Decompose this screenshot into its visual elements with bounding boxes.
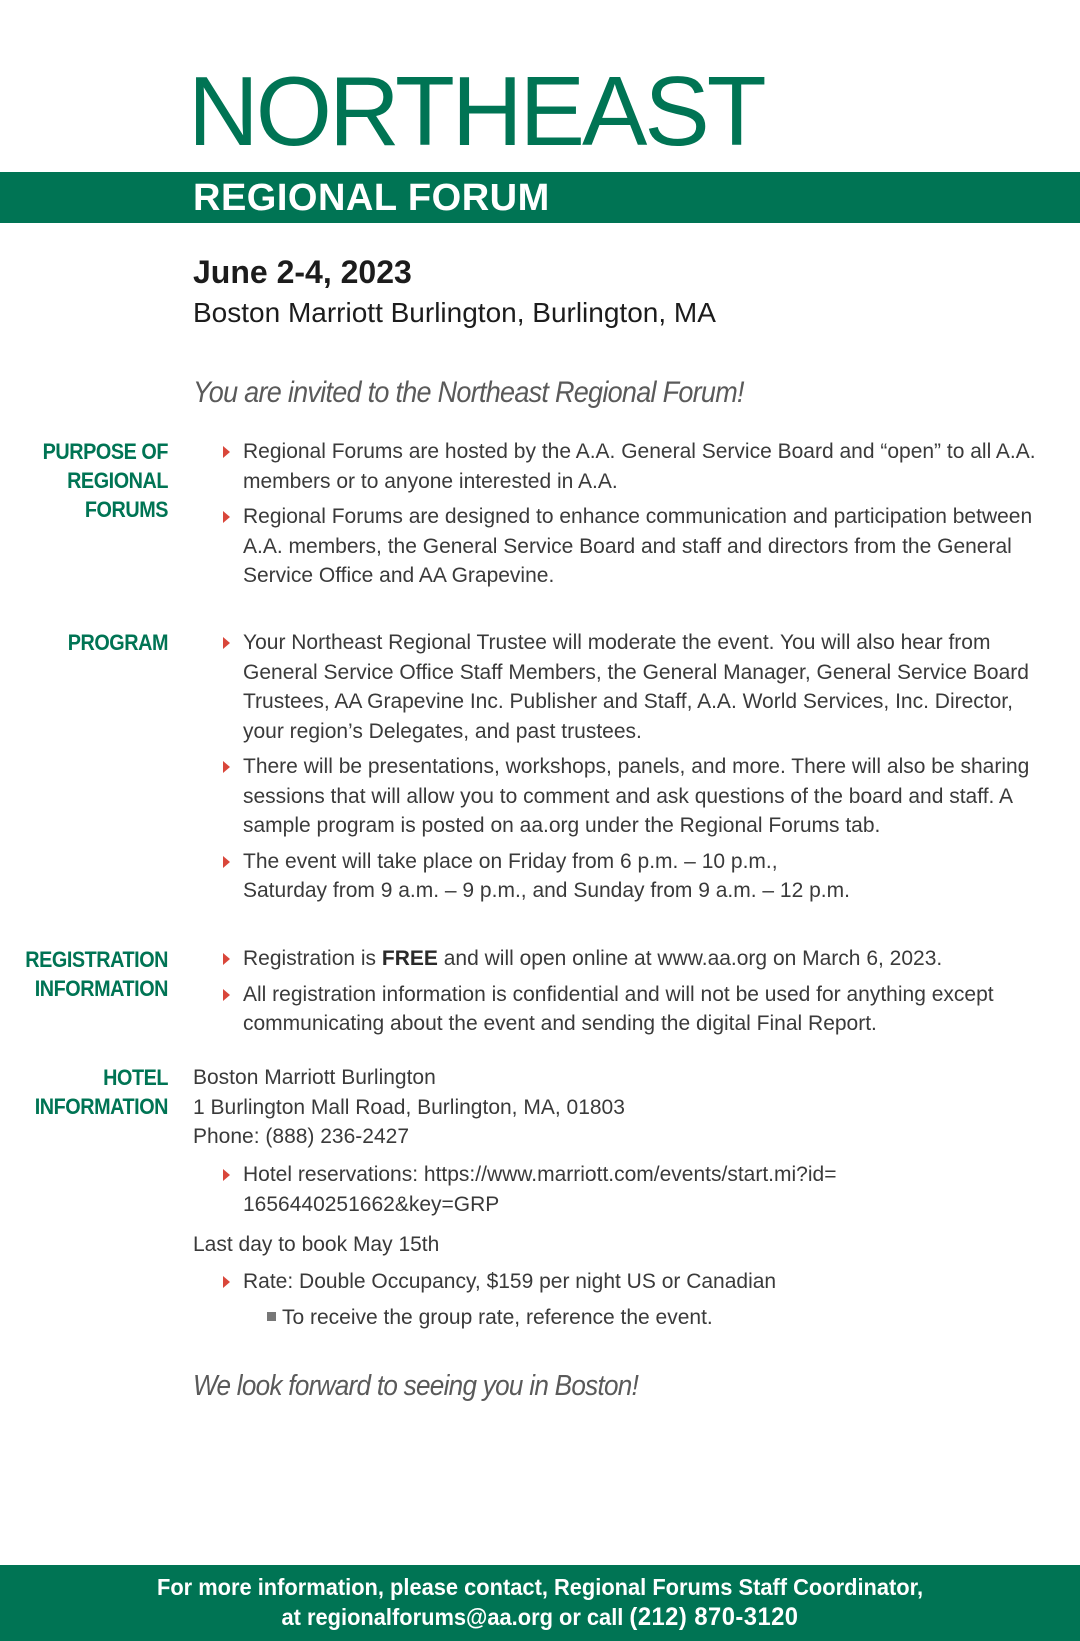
section-label-program [11,628,169,657]
hotel-reservation-list [218,1160,1058,1225]
section-label-hotel [11,1063,169,1121]
forum-subtitle: REGIONAL FORUM [193,177,550,219]
list-item [218,1267,1058,1297]
hotel-address-block [193,1063,625,1152]
program-list [218,628,1058,912]
contact-footer [0,1565,1080,1641]
bullet-arrow-icon [223,761,230,773]
label-line: FORUMS [84,497,168,522]
free-emphasis: FREE [381,947,438,970]
event-venue: Boston Marriott Burlington, Burlington, MA [193,297,716,328]
bullet-text: Regional Forums are designed to enhance communication and participation between A.A. members, the General Service Board and staff and directors from the General Service Office and AA Grapevine. [243,505,1033,587]
hotel-address: 1 Burlington Mall Road, Burlington, MA, 01803 [193,1095,625,1119]
event-dates: June 2-4, 2023 [193,254,412,290]
hotel-name: Boston Marriott Burlington [193,1066,436,1089]
title-band [0,172,1080,223]
list-item [218,628,1058,746]
bullet-arrow-icon [223,446,230,458]
bullet-text: Saturday from 9 a.m. – 9 p.m., and Sunday from 9 a.m. – 12 p.m. [243,879,850,902]
footer-email-text: at regionalforums@aa.org or call [281,1604,630,1630]
list-item [218,944,1058,974]
label-line: PURPOSE OF [42,439,168,464]
list-item [218,502,1058,591]
bullet-arrow-icon [223,856,230,868]
invite-heading: You are invited to the Northeast Regional Forum! [193,376,744,409]
square-bullet-icon [267,1312,276,1321]
rate-note [267,1303,713,1333]
bullet-arrow-icon [223,1169,230,1181]
bullet-text: and will open online at www.aa.org on March 6, 2023. [437,947,943,970]
label-line: INFORMATION [34,1094,168,1119]
label-line: HOTEL [103,1065,168,1090]
bullet-text: There will be presentations, workshops, panels, and more. There will also be sharing sessions that will allow you to comment and ask questions of the board and staff. A sample program is posted on aa.org under the Regional Forums tab. [243,755,1030,837]
footer-phone: (212) 870-3120 [629,1603,799,1631]
bullet-text: All registration information is confidential and will not be used for anything except communicating about the event and sending the digital Final Report. [243,982,994,1035]
footer-line: For more information, please contact, Regional Forums Staff Coordinator, [156,1574,924,1600]
reservation-link[interactable]: 1656440251662&key=GRP [243,1192,500,1216]
reservation-link[interactable]: Hotel reservations: https://www.marriott.com/events/start.mi?id= [243,1163,837,1186]
bullet-text: Regional Forums are hosted by the A.A. General Service Board and “open” to all A.A. members or to anyone interested in A.A. [243,440,1036,493]
label-line: INFORMATION [34,976,168,1001]
rate-note-text: To receive the group rate, reference the event. [282,1306,713,1329]
label-line: REGIONAL [67,468,168,493]
bullet-text: The event will take place on Friday from 6 p.m. – 10 p.m., [243,849,778,873]
bullet-text: Registration is [243,947,382,970]
bullet-text: Your Northeast Regional Trustee will moderate the event. You will also hear from General Service Office Staff Members, the General Manager, General Service Board Trustees, AA Grapevine Inc. Publisher and Staff, A.A. World Services, Inc. Director, your region’s Delegates, and past trustees. [243,631,1029,743]
list-item [218,847,1058,906]
bullet-arrow-icon [223,989,230,1001]
bullet-arrow-icon [223,1276,230,1288]
list-item [218,1160,1058,1219]
label-line: PROGRAM [67,630,168,655]
closing-line: We look forward to seeing you in Boston! [193,1370,639,1402]
purpose-list [218,437,1058,597]
forum-title: NORTHEAST [188,56,764,166]
booking-deadline: Last day to book May 15th [193,1233,440,1256]
footer-line [27,1602,1053,1632]
bullet-text: Rate: Double Occupancy, $159 per night US or Canadian [243,1270,777,1293]
bullet-arrow-icon [223,637,230,649]
list-item [218,437,1058,496]
bullet-arrow-icon [223,953,230,965]
bullet-arrow-icon [223,511,230,523]
label-line: REGISTRATION [25,947,168,972]
registration-list [218,944,1058,1045]
list-item [218,752,1058,841]
section-label-registration [11,945,169,1003]
hotel-rate-list [218,1267,1058,1303]
hotel-phone: Phone: (888) 236-2427 [193,1125,409,1148]
section-label-purpose [11,437,169,524]
list-item [218,980,1058,1039]
